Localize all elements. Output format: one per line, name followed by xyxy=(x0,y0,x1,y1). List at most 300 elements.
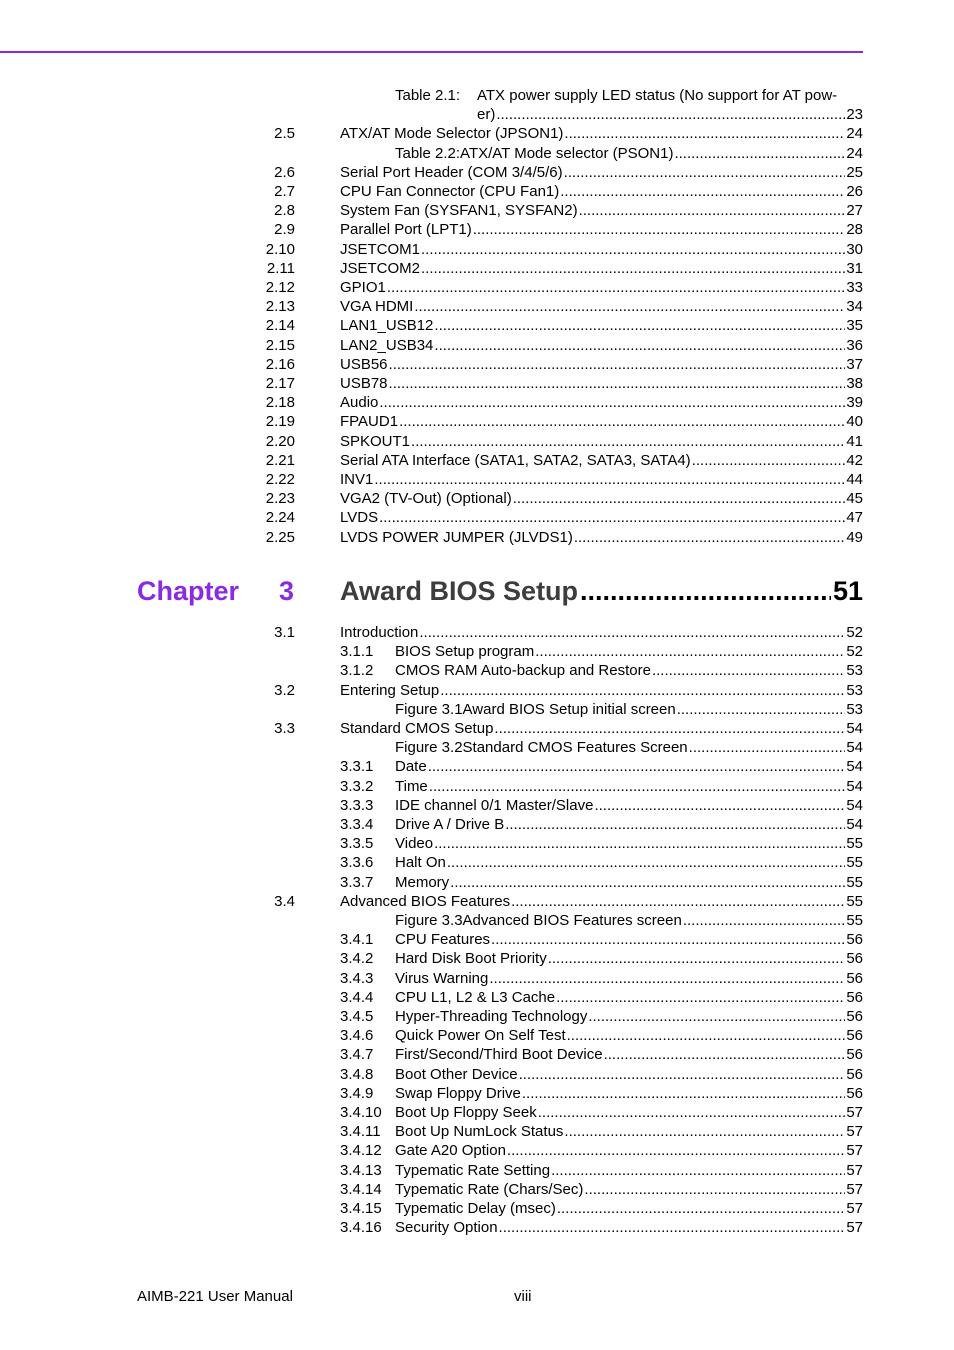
toc-row[interactable] xyxy=(0,873,954,892)
toc-row[interactable] xyxy=(0,1007,954,1026)
entry-title: Typematic Delay (msec) xyxy=(395,1200,556,1217)
entry-title: Audio xyxy=(340,394,379,412)
entry-title: USB78 xyxy=(340,375,388,392)
toc-row[interactable] xyxy=(0,757,954,776)
subsection-number: 3.1.1 xyxy=(340,643,374,661)
dot-leader xyxy=(429,777,846,796)
toc-entry xyxy=(395,969,863,988)
entry-title: Serial Port Header (COM 3/4/5/6) xyxy=(340,163,563,181)
dot-leader xyxy=(387,278,845,297)
section-number: 3.1 xyxy=(274,624,295,641)
dot-leader xyxy=(535,642,845,661)
dot-leader xyxy=(496,105,845,124)
toc-row[interactable] xyxy=(0,988,954,1007)
entry-title: ATX/AT Mode selector (PSON1) xyxy=(460,144,674,162)
subsection-number: 3.3.6 xyxy=(340,854,374,872)
toc-row[interactable] xyxy=(0,969,954,988)
footer-manual-title: AIMB-221 User Manual xyxy=(137,1288,293,1305)
section-number: 3.3 xyxy=(274,720,295,737)
caption-label: Figure 3.3 xyxy=(395,912,463,929)
toc-row[interactable] xyxy=(0,201,954,220)
subsection-number: 3.4.1 xyxy=(340,931,374,949)
entry-title: Virus Warning xyxy=(395,969,489,987)
toc-entry xyxy=(340,163,863,182)
toc-row[interactable] xyxy=(0,1065,954,1084)
entry-page: 24 xyxy=(846,144,863,162)
toc-entry xyxy=(340,393,863,412)
subsection-number: 3.4.8 xyxy=(340,1065,374,1083)
toc-row[interactable] xyxy=(0,393,954,412)
entry-title: CPU Features xyxy=(395,931,491,949)
entry-page: 56 xyxy=(846,1027,863,1045)
dot-leader xyxy=(434,834,845,853)
toc-row[interactable] xyxy=(0,681,954,700)
section-number: 2.8 xyxy=(274,202,295,220)
entry-title: Typematic Rate (Chars/Sec) xyxy=(395,1180,584,1198)
toc-row[interactable] xyxy=(0,144,954,163)
dot-leader xyxy=(428,757,846,776)
subsection-number: 3.4.5 xyxy=(340,1008,374,1025)
entry-title: Serial ATA Interface (SATA1, SATA2, SATA3, SATA4) xyxy=(340,451,691,469)
subsection-number: 3.3.7 xyxy=(340,873,374,891)
entry-title: LVDS POWER JUMPER (JLVDS1) xyxy=(340,528,573,546)
entry-title: Swap Floppy Drive xyxy=(395,1084,521,1102)
toc-entry xyxy=(340,432,863,451)
entry-page: 52 xyxy=(846,624,863,641)
toc-row[interactable] xyxy=(0,796,954,815)
toc-row[interactable] xyxy=(0,470,954,489)
entry-page: 56 xyxy=(846,1084,863,1102)
entry-page: 40 xyxy=(846,413,863,431)
toc-row[interactable] xyxy=(0,240,954,259)
toc-entry xyxy=(395,642,863,661)
toc-row[interactable] xyxy=(0,949,954,968)
dot-leader xyxy=(579,201,846,220)
entry-title: First/Second/Third Boot Device xyxy=(395,1046,603,1064)
entry-title: Typematic Rate Setting xyxy=(395,1161,551,1179)
toc-entry xyxy=(395,796,863,815)
toc-entry xyxy=(395,1084,863,1103)
subsection-number: 3.3.2 xyxy=(340,777,374,795)
entry-title: BIOS Setup program xyxy=(395,643,535,661)
entry-title: Advanced BIOS Features screen xyxy=(462,912,682,929)
toc-row[interactable] xyxy=(0,700,954,719)
entry-title: INV1 xyxy=(340,471,374,488)
toc-entry xyxy=(395,1199,863,1218)
entry-title: LVDS xyxy=(340,509,379,527)
toc-entry xyxy=(395,873,863,892)
toc-row[interactable] xyxy=(0,930,954,949)
entry-title: SPKOUT1 xyxy=(340,432,411,450)
toc-entry xyxy=(340,470,863,489)
entry-page: 27 xyxy=(846,202,863,220)
entry-page: 57 xyxy=(846,1142,863,1160)
entry-title: Boot Other Device xyxy=(395,1065,518,1083)
toc-row[interactable] xyxy=(0,432,954,451)
toc-row[interactable] xyxy=(0,853,954,872)
entry-title: Video xyxy=(395,835,434,853)
dot-leader xyxy=(551,1161,845,1180)
toc-row[interactable] xyxy=(0,451,954,470)
toc-row[interactable] xyxy=(0,220,954,239)
entry-title: JSETCOM1 xyxy=(340,240,421,258)
toc-entry xyxy=(395,1045,863,1064)
entry-page: 25 xyxy=(846,163,863,181)
section-number: 2.16 xyxy=(265,355,295,373)
dot-leader xyxy=(414,297,845,316)
toc-entry xyxy=(340,297,863,316)
toc-row[interactable] xyxy=(0,642,954,661)
entry-title: ATX power supply LED status (No support for AT pow- xyxy=(477,87,838,104)
dot-leader xyxy=(557,1199,845,1218)
toc-entry xyxy=(340,278,863,297)
dot-leader xyxy=(560,182,845,201)
section-number: 2.14 xyxy=(265,317,295,335)
entry-title: CPU Fan Connector (CPU Fan1) xyxy=(340,183,560,200)
entry-title: Hyper-Threading Technology xyxy=(395,1008,588,1025)
dot-leader xyxy=(683,911,845,930)
dot-leader xyxy=(674,144,845,163)
entry-title: VGA HDMI xyxy=(340,298,414,316)
toc-row[interactable] xyxy=(0,1199,954,1218)
entry-title: GPIO1 xyxy=(340,279,386,296)
dot-leader xyxy=(379,393,845,412)
dot-leader xyxy=(567,1026,846,1045)
entry-title: LAN1_USB12 xyxy=(340,317,434,335)
entry-title: Time xyxy=(395,777,428,795)
toc-entry xyxy=(340,316,863,335)
entry-title: er) xyxy=(477,106,496,124)
entry-page: 30 xyxy=(846,240,863,258)
entry-page: 55 xyxy=(846,835,863,853)
toc-row[interactable] xyxy=(0,336,954,355)
entry-title: Entering Setup xyxy=(340,681,440,699)
toc-row[interactable] xyxy=(0,1180,954,1199)
toc-row[interactable] xyxy=(0,86,954,105)
toc-entry xyxy=(340,201,863,220)
chapter-word: Chapter xyxy=(137,576,240,606)
toc-row[interactable] xyxy=(0,163,954,182)
caption-label: Figure 3.1 xyxy=(395,700,463,718)
toc-row[interactable] xyxy=(0,834,954,853)
entry-title: Security Option xyxy=(395,1219,498,1237)
toc-entry xyxy=(340,451,863,470)
toc-entry xyxy=(395,1026,863,1045)
section-number: 2.22 xyxy=(265,471,295,488)
entry-title: Halt On xyxy=(395,854,446,872)
dot-leader xyxy=(580,571,831,611)
header-rule xyxy=(0,51,863,53)
toc-entry xyxy=(395,661,863,680)
toc-entry xyxy=(340,528,863,547)
entry-title: Advanced BIOS Features xyxy=(340,892,511,910)
toc-row[interactable] xyxy=(0,911,954,930)
dot-leader xyxy=(374,470,845,489)
toc-entry xyxy=(340,220,863,239)
toc-entry xyxy=(340,681,863,700)
dot-leader xyxy=(538,1103,846,1122)
dot-leader xyxy=(450,873,845,892)
dot-leader xyxy=(421,240,845,259)
entry-title: System Fan (SYSFAN1, SYSFAN2) xyxy=(340,202,578,220)
toc-entry xyxy=(395,777,863,796)
toc-entry xyxy=(395,1180,863,1199)
entry-title: Standard CMOS Features Screen xyxy=(462,739,688,757)
entry-title: Introduction xyxy=(340,624,419,641)
dot-leader xyxy=(604,1045,846,1064)
toc-entry xyxy=(395,1161,863,1180)
dot-leader xyxy=(584,1180,845,1199)
toc-row[interactable] xyxy=(0,719,954,738)
toc-row[interactable] xyxy=(0,316,954,335)
entry-page: 39 xyxy=(846,394,863,412)
subsection-number: 3.4.14 xyxy=(340,1180,382,1198)
subsection-number: 3.4.15 xyxy=(340,1200,382,1217)
chapter-number: 3 xyxy=(279,576,295,606)
entry-page: 55 xyxy=(846,873,863,891)
toc-entry xyxy=(477,105,863,124)
entry-title: Memory xyxy=(395,873,450,891)
toc-entry xyxy=(395,700,863,719)
toc-row[interactable] xyxy=(0,412,954,431)
entry-page: 55 xyxy=(846,854,863,872)
dot-leader xyxy=(389,374,846,393)
section-number: 3.4 xyxy=(274,892,295,910)
entry-page: 54 xyxy=(846,720,863,737)
toc-entry xyxy=(340,489,863,508)
chapter-heading[interactable] xyxy=(0,571,954,611)
section-number: 2.24 xyxy=(265,509,295,527)
entry-page: 41 xyxy=(846,432,863,450)
toc-entry xyxy=(395,949,863,968)
toc-entry xyxy=(340,412,863,431)
entry-title: Award BIOS Setup initial screen xyxy=(462,700,676,718)
entry-page: 54 xyxy=(846,758,863,776)
subsection-number: 3.4.4 xyxy=(340,988,374,1006)
dot-leader xyxy=(594,796,845,815)
entry-page: 56 xyxy=(846,950,863,968)
subsection-number: 3.4.10 xyxy=(340,1104,382,1121)
toc-row[interactable] xyxy=(0,1103,954,1122)
subsection-number: 3.3.3 xyxy=(340,796,374,814)
toc-entry xyxy=(395,1103,863,1122)
toc-row[interactable] xyxy=(0,892,954,911)
toc-entry xyxy=(395,911,863,930)
toc-row[interactable] xyxy=(0,278,954,297)
section-number: 2.6 xyxy=(274,163,295,181)
toc-entry xyxy=(395,1141,863,1160)
entry-page: 57 xyxy=(846,1219,863,1237)
toc-row[interactable] xyxy=(0,1141,954,1160)
dot-leader xyxy=(564,163,846,182)
dot-leader xyxy=(411,432,845,451)
toc-row[interactable] xyxy=(0,297,954,316)
dot-leader xyxy=(440,681,845,700)
entry-title: VGA2 (TV-Out) (Optional) xyxy=(340,490,512,508)
toc-row[interactable] xyxy=(0,777,954,796)
caption-label: Figure 3.2 xyxy=(395,739,463,757)
dot-leader xyxy=(564,124,845,143)
toc-row[interactable] xyxy=(0,1122,954,1141)
section-number: 2.5 xyxy=(274,125,295,143)
toc-row[interactable] xyxy=(0,105,954,124)
subsection-number: 3.1.2 xyxy=(340,662,374,680)
toc-entry xyxy=(340,374,863,393)
section-number: 2.13 xyxy=(265,298,295,316)
toc-entry xyxy=(340,355,863,374)
entry-page: 54 xyxy=(846,739,863,757)
dot-leader xyxy=(652,661,845,680)
dot-leader xyxy=(494,719,845,738)
toc-row[interactable] xyxy=(0,1045,954,1064)
entry-title: FPAUD1 xyxy=(340,413,399,431)
toc-entry xyxy=(395,1218,863,1237)
entry-page: 56 xyxy=(846,1046,863,1064)
toc-entry xyxy=(395,834,863,853)
entry-title: ATX/AT Mode Selector (JPSON1) xyxy=(340,125,564,143)
entry-page: 55 xyxy=(846,892,863,910)
entry-title: Quick Power On Self Test xyxy=(395,1027,566,1045)
toc-row[interactable] xyxy=(0,1084,954,1103)
subsection-number: 3.4.3 xyxy=(340,969,374,987)
caption-label: Table 2.1: xyxy=(395,87,461,104)
entry-title: JSETCOM2 xyxy=(340,259,421,277)
entry-page: 28 xyxy=(846,221,863,239)
entry-page: 56 xyxy=(846,1065,863,1083)
dot-leader xyxy=(588,1007,845,1026)
subsection-number: 3.4.16 xyxy=(340,1219,382,1237)
entry-page: 57 xyxy=(846,1200,863,1217)
dot-leader xyxy=(519,1065,846,1084)
toc-row[interactable] xyxy=(0,182,954,201)
entry-page: 54 xyxy=(846,816,863,833)
dot-leader xyxy=(473,220,846,239)
entry-title: USB56 xyxy=(340,355,388,373)
toc-entry xyxy=(395,144,863,163)
entry-title: LAN2_USB34 xyxy=(340,336,434,354)
dot-leader xyxy=(513,489,846,508)
entry-title: CPU L1, L2 & L3 Cache xyxy=(395,988,556,1006)
entry-page: 56 xyxy=(846,969,863,987)
subsection-number: 3.4.6 xyxy=(340,1027,374,1045)
entry-title: Parallel Port (LPT1) xyxy=(340,221,472,239)
toc-row[interactable] xyxy=(0,355,954,374)
entry-page: 56 xyxy=(846,1008,863,1025)
section-number: 2.25 xyxy=(265,528,295,546)
toc-row[interactable] xyxy=(0,489,954,508)
toc-row[interactable] xyxy=(0,1161,954,1180)
entry-page: 53 xyxy=(846,700,863,718)
toc-row[interactable] xyxy=(0,623,954,642)
toc-entry xyxy=(395,1122,863,1141)
subsection-number: 3.3.1 xyxy=(340,758,374,776)
dot-leader xyxy=(522,1084,845,1103)
dot-leader xyxy=(419,623,845,642)
section-number: 2.20 xyxy=(265,432,295,450)
dot-leader xyxy=(434,336,845,355)
entry-page: 23 xyxy=(846,106,863,124)
subsection-number: 3.4.13 xyxy=(340,1161,382,1179)
section-number: 2.18 xyxy=(265,394,295,412)
entry-title: Boot Up NumLock Status xyxy=(395,1123,564,1141)
toc-row[interactable] xyxy=(0,374,954,393)
toc-entry xyxy=(395,1007,863,1026)
chapter-title: Award BIOS Setup xyxy=(340,576,579,606)
section-number: 2.12 xyxy=(265,279,295,296)
dot-leader xyxy=(434,316,845,335)
toc-entry xyxy=(395,757,863,776)
entry-title: CMOS RAM Auto-backup and Restore xyxy=(395,662,651,680)
toc-row[interactable] xyxy=(0,1026,954,1045)
dot-leader xyxy=(499,1218,846,1237)
entry-page: 57 xyxy=(846,1180,863,1198)
entry-page: 38 xyxy=(846,375,863,392)
section-number: 2.11 xyxy=(266,259,295,277)
toc-row[interactable] xyxy=(0,815,954,834)
entry-page: 34 xyxy=(846,298,863,316)
dot-leader xyxy=(489,969,845,988)
entry-page: 57 xyxy=(846,1123,863,1141)
entry-title: Date xyxy=(395,758,427,776)
toc-row[interactable] xyxy=(0,259,954,278)
dot-leader xyxy=(564,1122,845,1141)
subsection-number: 3.3.4 xyxy=(340,816,374,833)
dot-leader xyxy=(556,988,845,1007)
entry-page: 56 xyxy=(846,988,863,1006)
footer-page-number: viii xyxy=(514,1288,532,1305)
toc-entry xyxy=(340,508,863,527)
entry-page: 57 xyxy=(846,1161,863,1179)
toc-entry xyxy=(340,892,863,911)
toc-row[interactable] xyxy=(0,124,954,143)
entry-page: 54 xyxy=(846,796,863,814)
entry-title: Standard CMOS Setup xyxy=(340,720,494,737)
entry-page: 54 xyxy=(846,777,863,795)
dot-leader xyxy=(399,412,845,431)
section-number: 2.9 xyxy=(274,221,295,239)
entry-title: Drive A / Drive B xyxy=(395,816,505,833)
entry-title: Hard Disk Boot Priority xyxy=(395,950,547,968)
toc-entry xyxy=(340,259,863,278)
toc-row[interactable] xyxy=(0,1218,954,1237)
section-number: 2.10 xyxy=(265,240,295,258)
chapter-page: 51 xyxy=(832,576,863,606)
subsection-number: 3.4.2 xyxy=(340,950,374,968)
entry-page: 31 xyxy=(846,259,863,277)
entry-title: IDE channel 0/1 Master/Slave xyxy=(395,796,594,814)
toc-entry xyxy=(395,1065,863,1084)
entry-title: Gate A20 Option xyxy=(395,1142,506,1160)
subsection-number: 3.4.11 xyxy=(340,1123,381,1141)
toc-entry xyxy=(395,738,863,757)
entry-page: 36 xyxy=(846,336,863,354)
toc-entry xyxy=(340,719,863,738)
dot-leader xyxy=(689,738,846,757)
entry-page: 53 xyxy=(846,681,863,699)
toc-entry xyxy=(340,240,863,259)
toc-entry xyxy=(395,930,863,949)
toc-row[interactable] xyxy=(0,528,954,547)
toc-row[interactable] xyxy=(0,661,954,680)
dot-leader xyxy=(491,930,845,949)
subsection-number: 3.4.12 xyxy=(340,1142,382,1160)
dot-leader xyxy=(692,451,846,470)
section-number: 2.19 xyxy=(265,413,295,431)
dot-leader xyxy=(389,355,846,374)
toc-entry xyxy=(395,86,837,105)
toc-row[interactable] xyxy=(0,508,954,527)
toc-row[interactable] xyxy=(0,738,954,757)
